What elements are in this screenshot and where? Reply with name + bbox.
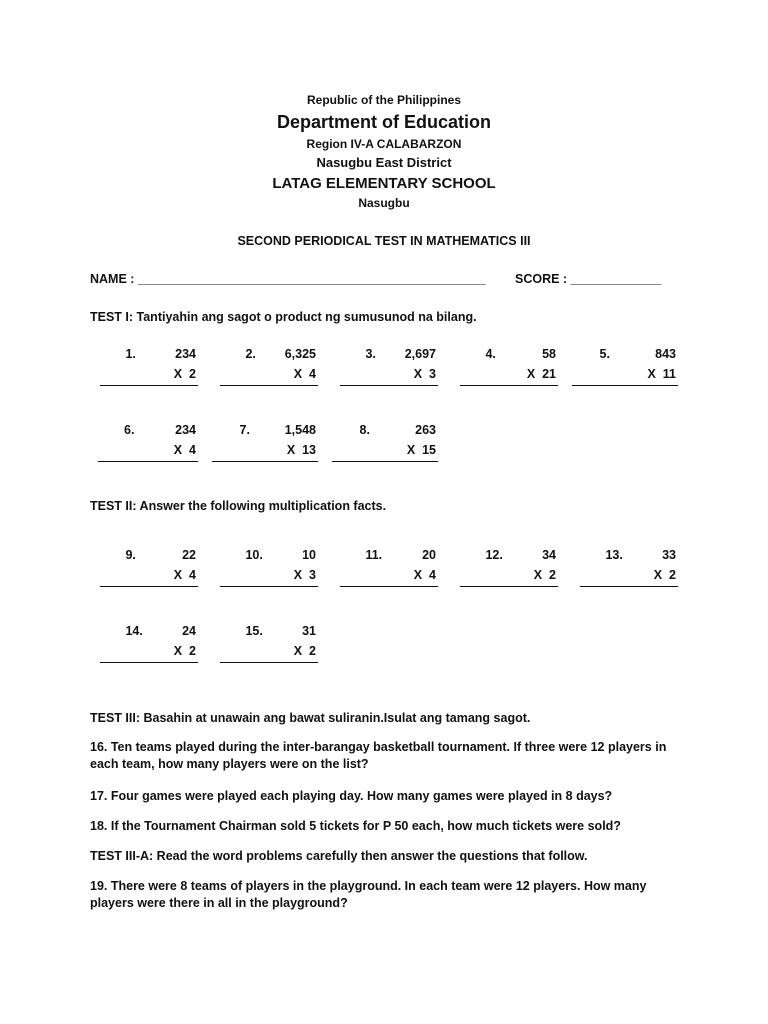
answer-line[interactable] [340,586,438,587]
problem-number: 11. [365,548,383,562]
score-row [515,272,661,286]
multiplication-problem [220,548,318,588]
test-title: SECOND PERIODICAL TEST IN MATHEMATICS III [237,234,531,248]
multiplicand: 234 [175,347,196,361]
problem-number: 14. [125,624,143,638]
problem-number: 2. [245,347,256,361]
multiplier: X 21 [526,367,556,381]
answer-line[interactable] [100,586,198,587]
answer-line[interactable] [460,385,558,386]
multiplier: X 4 [293,367,316,381]
test2-instruction: TEST II: Answer the following multiplication facts. [90,499,387,513]
multiplier: X 11 [647,367,676,381]
multiplication-problem [460,347,558,387]
multiplication-problem [332,423,438,463]
score-label: SCORE : [515,272,571,286]
multiplication-problem [220,624,318,664]
multiplication-problem [572,347,678,387]
multiplicand: 24 [182,624,196,638]
multiplier: X 2 [173,367,196,381]
multiplicand: 58 [542,347,556,361]
multiplier: X 15 [406,443,436,457]
answer-line[interactable] [580,586,678,587]
multiplicand: 234 [175,423,196,437]
answer-line[interactable] [572,385,678,386]
multiplier: X 2 [653,568,676,582]
multiplier: X 4 [413,568,436,582]
multiplier: X 3 [413,367,436,381]
multiplier: X 4 [173,568,196,582]
multiplicand: 6,325 [284,347,316,361]
question-18: 18. If the Tournament Chairman sold 5 tickets for P 50 each, how much tickets were sold? [90,819,621,833]
problem-number: 5. [599,347,610,361]
multiplication-problem [100,347,198,387]
multiplication-problem [220,347,318,387]
problem-number: 10. [245,548,263,562]
multiplication-problem [98,423,198,463]
multiplication-problem [340,548,438,588]
problem-number: 9. [125,548,136,562]
multiplicand: 31 [302,624,316,638]
problem-number: 15. [245,624,263,638]
multiplication-problem [100,624,198,664]
multiplier: X 2 [533,568,556,582]
answer-line[interactable] [220,662,318,663]
problem-number: 8. [359,423,370,437]
multiplicand: 10 [302,548,316,562]
answer-line[interactable] [212,461,318,462]
name-row [90,272,486,286]
question-17: 17. Four games were played each playing day. How many games were played in 8 days? [90,789,613,803]
name-blank[interactable]: __________________________________________________ [137,272,486,286]
name-label: NAME : [90,272,138,286]
multiplicand: 843 [655,347,676,361]
answer-line[interactable] [100,662,198,663]
question-19: 19. There were 8 teams of players in the playground. In each team were 12 players. How many players were there in all in the playground? [90,879,647,910]
test1-instruction: TEST I: Tantiyahin ang sagot o product ng sumusunod na bilang. [90,310,477,324]
problem-number: 4. [485,347,496,361]
multiplication-problem [100,548,198,588]
district-line: Nasugbu East District [316,155,452,170]
multiplicand: 22 [182,548,196,562]
multiplication-problem [212,423,318,463]
school-name: LATAG ELEMENTARY SCHOOL [272,175,496,192]
problem-number: 13. [605,548,623,562]
answer-line[interactable] [98,461,198,462]
multiplicand: 263 [415,423,436,437]
answer-line[interactable] [100,385,198,386]
multiplication-problem [460,548,558,588]
problem-number: 1. [125,347,136,361]
department-title: Department of Education [276,112,491,132]
multiplication-problem [340,347,438,387]
problem-number: 3. [365,347,376,361]
problem-number: 6. [124,423,135,437]
multiplicand: 20 [422,548,436,562]
multiplier: X 2 [173,644,196,658]
answer-line[interactable] [340,385,438,386]
score-blank[interactable]: _____________ [570,272,661,286]
answer-line[interactable] [460,586,558,587]
multiplier: X 3 [293,568,316,582]
town-line: Nasugbu [358,196,410,210]
multiplier: X 13 [286,443,316,457]
answer-line[interactable] [332,461,438,462]
multiplicand: 1,548 [284,423,316,437]
question-16: 16. Ten teams played during the inter-barangay basketball tournament. If three were 12 players in each team, how many players were on the list? [90,740,667,771]
multiplicand: 2,697 [404,347,436,361]
test3-instruction: TEST III: Basahin at unawain ang bawat suliranin.Isulat ang tamang sagot. [90,711,531,725]
test3a-instruction: TEST III-A: Read the word problems carefully then answer the questions that follow. [90,849,588,863]
multiplicand: 34 [542,548,556,562]
region-line: Region IV-A CALABARZON [306,137,462,151]
multiplication-problem [580,548,678,588]
multiplier: X 2 [293,644,316,658]
problem-number: 7. [239,423,250,437]
answer-line[interactable] [220,586,318,587]
answer-line[interactable] [220,385,318,386]
multiplier: X 4 [173,443,196,457]
problem-number: 12. [485,548,503,562]
multiplicand: 33 [662,548,676,562]
republic-line: Republic of the Philippines [306,93,461,107]
